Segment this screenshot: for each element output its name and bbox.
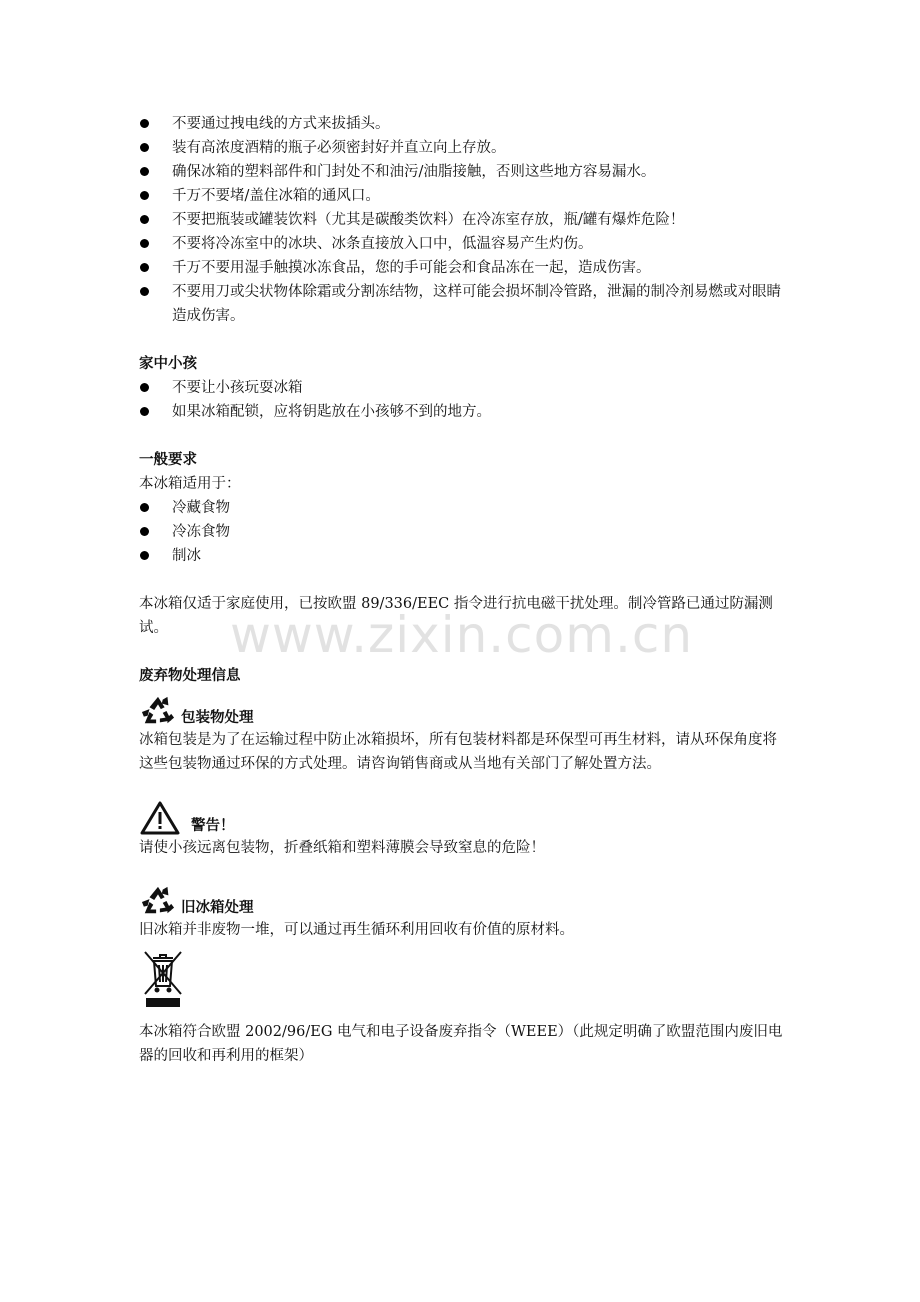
list-item: 制冰: [139, 544, 789, 568]
packaging-heading-row: [139, 694, 789, 728]
children-list: [139, 376, 789, 424]
general-list: [139, 496, 789, 568]
general-heading: 一般要求: [139, 452, 197, 468]
list-item: 不要把瓶装或罐装饮料（尤其是碳酸类饮料）在冷冻室存放，瓶/罐有爆炸危险！: [139, 208, 789, 232]
old-fridge-heading: 旧冰箱处理: [181, 900, 254, 916]
warning-triangle-icon: [139, 800, 181, 836]
watermark: www.zixin.com.cn: [230, 606, 694, 664]
warning-heading-row: [139, 800, 789, 836]
warning-heading: 警告！: [191, 818, 235, 834]
list-item: 不要让小孩玩耍冰箱: [139, 376, 789, 400]
list-item: 千万不要用湿手触摸冰冻食品，您的手可能会和食品冻在一起，造成伤害。: [139, 256, 789, 280]
packaging-heading: 包装物处理: [181, 710, 254, 726]
list-item: 不要将冷冻室中的冰块、冰条直接放入口中，低温容易产生灼伤。: [139, 232, 789, 256]
crossed-out-bin-icon: [139, 948, 187, 1010]
list-item: 不要用刀或尖状物体除霜或分割冻结物，这样可能会损坏制冷管路，泄漏的制冷剂易燃或对眼睛造成伤害。: [139, 280, 789, 328]
packaging-text: 冰箱包装是为了在运输过程中防止冰箱损坏，所有包装材料都是环保型可再生材料，请从环保角度将这些包装物通过环保的方式处理。请咨询销售商或从当地有关部门了解处置方法。: [139, 732, 777, 772]
list-item: 冷冻食物: [139, 520, 789, 544]
general-intro: 本冰箱适用于：: [139, 476, 241, 492]
list-item: 装有高浓度酒精的瓶子必须密封好并直立向上存放。: [139, 136, 789, 160]
list-item: 确保冰箱的塑料部件和门封处不和油污/油脂接触，否则这些地方容易漏水。: [139, 160, 789, 184]
document-page: [139, 112, 789, 1068]
recycle-icon: [139, 884, 177, 918]
general-paragraph: 本冰箱仅适于家庭使用，已按欧盟 89/336/EEC 指令进行抗电磁干扰处理。制冷管路已通过防漏测试。: [139, 596, 773, 636]
warning-text: 请使小孩远离包装物，折叠纸箱和塑料薄膜会导致窒息的危险！: [139, 840, 545, 856]
list-item: 如果冰箱配锁，应将钥匙放在小孩够不到的地方。: [139, 400, 789, 424]
list-item: 不要通过拽电线的方式来拔插头。: [139, 112, 789, 136]
safety-list: [139, 112, 789, 328]
old-fridge-heading-row: [139, 884, 789, 918]
children-heading: 家中小孩: [139, 356, 197, 372]
old-fridge-text: 旧冰箱并非废物一堆，可以通过再生循环利用回收有价值的原材料。: [139, 922, 574, 938]
disposal-heading: 废弃物处理信息: [139, 668, 241, 684]
recycle-icon: [139, 694, 177, 728]
list-item: 千万不要堵/盖住冰箱的通风口。: [139, 184, 789, 208]
weee-text: 本冰箱符合欧盟 2002/96/EG 电气和电子设备废弃指令（WEEE）（此规定明确了欧盟范围内废旧电器的回收和再利用的框架）: [139, 1024, 783, 1064]
list-item: 冷藏食物: [139, 496, 789, 520]
